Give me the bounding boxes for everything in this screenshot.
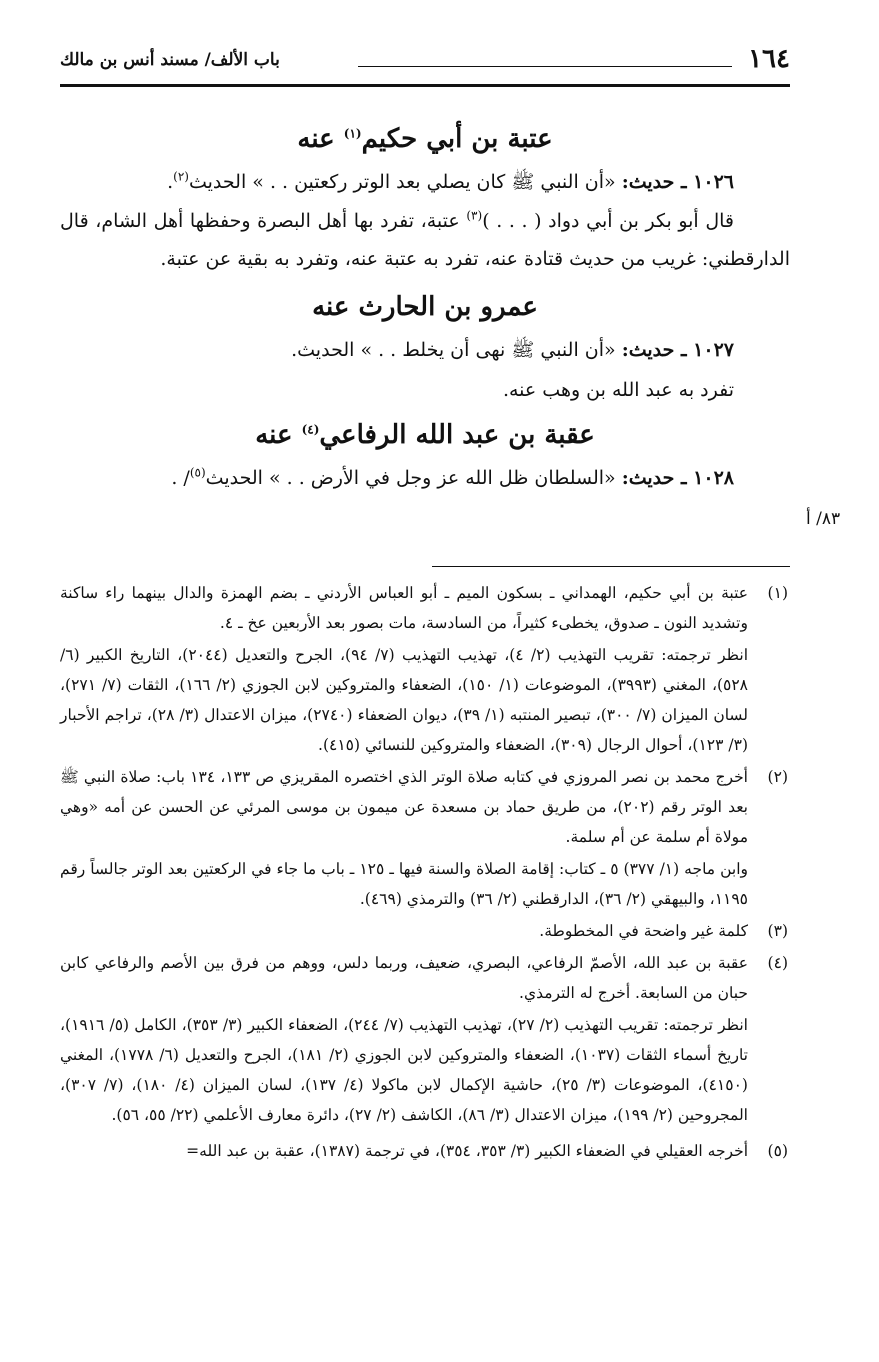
- footnote-text: عقبة بن عبد الله، الأصمّ الرفاعي، البصري، ضعيف، وربما دلس، ووهم من فرق بين الأصم والرفاعي كابن حبان من السابعة. أخرج له الترمذي.: [60, 954, 748, 1002]
- hadith-end: .: [167, 171, 174, 193]
- footnote-text: عتبة بن أبي حكيم، الهمداني ـ بسكون الميم ـ أبو العباس الأردني ـ بضم الهمزة والدال بينهما راء ساكنة وتشديد النون ـ صدوق، يخطىء كثيراً، من السادسة، مات بصور بعد الأربعين عخ ـ ٤.: [60, 584, 748, 632]
- hadith-1028: [60, 458, 790, 498]
- footnote-4: [60, 948, 788, 1130]
- section-title-suffix: عنه: [255, 420, 293, 450]
- commentary-paragraph: [60, 202, 790, 278]
- hadith-1027: [60, 330, 790, 370]
- footnote-2: [60, 762, 788, 914]
- hadith-text: «أن النبي ﷺ كان يصلي بعد الوتر ركعتين . . » الحديث: [188, 171, 616, 193]
- hadith-number: ١٠٢٦ ـ حديث:: [621, 171, 734, 193]
- commentary-text: عتبة، تفرد بها أهل البصرة وحفظها أهل الشام، قال الدارقطني: غريب من حديث قتادة عنه، تفرد به عتبة عنه، وتفرد به بقية عن عتبة.: [60, 210, 790, 270]
- footnote-ref[interactable]: (٤): [301, 422, 320, 437]
- hadith-end: / .: [171, 467, 190, 489]
- footnote-ref[interactable]: (١): [343, 126, 362, 141]
- footnote-number: (٤): [767, 954, 788, 972]
- hadith-1026: [60, 162, 790, 202]
- section-title-suffix: عنه: [297, 124, 335, 154]
- footnote-number: (٢): [767, 768, 788, 786]
- commentary-text: قال أبو بكر بن أبي دواد ( . . . ): [482, 210, 734, 232]
- hadith-text: «أن النبي ﷺ نهى أن يخلط . . » الحديث.: [291, 339, 616, 361]
- footnote-separator: [432, 566, 790, 567]
- footnote-number: (١): [767, 584, 788, 602]
- footnote-ref[interactable]: (٢): [173, 169, 189, 184]
- footnote-body: [60, 578, 748, 760]
- page-number: ١٦٤: [748, 44, 790, 74]
- footnote-body: [60, 948, 748, 1130]
- footnote-text: أخرجه العقيلي في الضعفاء الكبير (٣/ ٣٥٣، ٣٥٤)، في ترجمة (١٣٨٧)، عقبة بن عبد الله=: [186, 1142, 748, 1160]
- section-title-utbah: [60, 116, 790, 162]
- running-title: باب الألف/ مسند أنس بن مالك: [60, 50, 280, 70]
- section-title-text: عقبة بن عبد الله الرفاعي: [319, 420, 595, 450]
- section-title-text: عمرو بن الحارث عنه: [312, 292, 538, 322]
- footnote-text: انظر ترجمته: تقريب التهذيب (٢/ ٢٧)، تهذيب التهذيب (٧/ ٢٤٤)، الضعفاء الكبير (٣/ ٣٥٣)، الكامل (٥/ ١٩١٦)، تاريخ أسماء الثقات (١٠٣٧)، الضعفاء والمتروكين لابن الجوزي (٢/ ١٨١)، الجرح والتعديل (٦/ ١٧٧٨)، المغني (٤١٥٠)، الموضوعات (٣/ ٢٥)، حاشية الإكمال لابن ماكولا (٤/ ١٣٧)، لسان الميزان (٤/ ١٨٠)، (٧/ ٣٠٧)، المجروحين (٢/ ١٩٩)، ميزان الاعتدال (٣/ ٨٦)، الكاشف (٢/ ٢٧)، دائرة معارف الأعلمي (٢٢/ ٥٥، ٥٦).: [60, 1016, 748, 1124]
- footnote-5: [60, 1136, 788, 1166]
- footnote-ref[interactable]: (٥): [189, 465, 206, 480]
- footnote-body: [60, 762, 748, 914]
- footnote-number: (٣): [767, 922, 788, 940]
- commentary-text: تفرد به عبد الله بن وهب عنه.: [502, 379, 734, 401]
- footnote-text: كلمة غير واضحة في المخطوطة.: [539, 922, 748, 940]
- footnote-text: انظر ترجمته: تقريب التهذيب (٢/ ٤)، تهذيب التهذيب (٧/ ٩٤)، الجرح والتعديل (٢٠٤٤)، التاريخ الكبير (٦/ ٥٢٨)، المغني (٣٩٩٣)، الموضوعات (١/ ١٥٠)، الضعفاء والمتروكين لابن الجوزي (٢/ ١٦٦)، الثقات (٧/ ٢٧١)، لسان الميزان (٧/ ٣٠٠)، تبصير المنتبه (١/ ٣٩)، ديوان الضعفاء (٢٧٤٠)، ميزان الاعتدال (٣/ ٢٨)، تراجم الأحبار (٣/ ١٢٣)، أحوال الرجال (٣٠٩)، الضعفاء والمتروكين للنسائي (٤١٥).: [60, 646, 749, 754]
- commentary-paragraph: [60, 370, 790, 410]
- hadith-number: ١٠٢٧ ـ حديث:: [621, 339, 734, 361]
- section-title-text: عتبة بن أبي حكيم: [361, 124, 553, 154]
- footnote-text: وابن ماجه (١/ ٣٧٧) ٥ ـ كتاب: إقامة الصلاة والسنة فيها ـ ١٢٥ ـ باب ما جاء في الركعتين بعد الوتر جالساً رقم ١١٩٥، والبيهقي (٢/ ٣٦)، الدارقطني (٢/ ٣٦) والترمذي (٤٦٩).: [60, 860, 748, 908]
- footnote-text: أخرج محمد بن نصر المروزي في كتابه صلاة الوتر الذي اختصره المقريزي ص ١٣٣، ١٣٤ باب: صلاة النبي ﷺ بعد الوتر رقم (٢٠٢)، من طريق حماد بن مسعدة عن ميمون بن موسى المرئي عن الحسن عن أمه «وهي مولاة أم سلمة عن أم سلمة.: [60, 768, 748, 846]
- footnote-1: [60, 578, 788, 760]
- section-title-uqbah: [60, 412, 790, 458]
- manuscript-folio-note: ٨٣/ أ: [806, 509, 841, 529]
- hadith-number: ١٠٢٨ ـ حديث:: [621, 467, 734, 489]
- footnote-body: [60, 916, 748, 946]
- footnote-body: [60, 1136, 748, 1166]
- hadith-text: «السلطان ظل الله عز وجل في الأرض . . » الحديث: [205, 467, 616, 489]
- footnotes: [60, 578, 788, 1168]
- footnote-ref[interactable]: (٣): [466, 208, 483, 223]
- header-dash-line: [358, 66, 732, 67]
- header-rule: [60, 84, 790, 87]
- section-title-amr: [60, 284, 790, 330]
- footnote-number: (٥): [767, 1142, 788, 1160]
- footnote-3: [60, 916, 788, 946]
- running-head: [60, 44, 790, 78]
- main-text: [60, 112, 790, 498]
